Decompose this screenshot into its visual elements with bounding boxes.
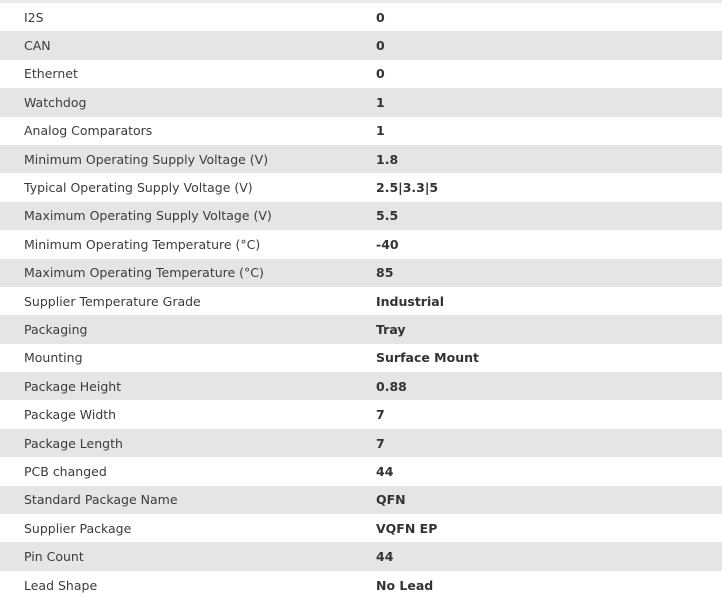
spec-value: 0.88 [376,378,407,394]
spec-label: CAN [24,38,51,54]
spec-value: Tray [376,321,406,337]
spec-label: Watchdog [24,94,87,110]
spec-row-standard-package-name [0,486,722,514]
spec-value: 1.8 [376,151,399,167]
spec-label: Lead Shape [24,577,98,593]
spec-value: VQFN EP [376,520,438,536]
spec-value: 44 [376,463,394,479]
spec-value: 7 [376,407,385,423]
spec-row-i2s [0,3,722,31]
spec-label: Supplier Temperature Grade [24,293,201,309]
spec-row-temperature-grade [0,287,722,315]
spec-row-pin-count [0,542,722,570]
spec-label: Package Width [24,407,117,423]
spec-label: Standard Package Name [24,492,178,508]
spec-value: 7 [376,435,385,451]
spec-row-typ-supply-voltage [0,173,722,201]
spec-row-max-temperature [0,259,722,287]
spec-value: 1 [376,123,385,139]
spec-row-watchdog [0,88,722,116]
spec-label: Package Height [24,378,122,394]
spec-row-packaging [0,315,722,343]
spec-row-lead-shape [0,571,722,599]
spec-row-can [0,31,722,59]
spec-value: QFN [376,492,406,508]
spec-row-supplier-package [0,514,722,542]
spec-label: Pin Count [24,549,84,565]
spec-value: 85 [376,265,394,281]
spec-label: Packaging [24,321,88,337]
spec-value: No Lead [376,577,434,593]
spec-value: 0 [376,38,385,54]
spec-row-package-width [0,400,722,428]
spec-label: Maximum Operating Supply Voltage (V) [24,208,272,224]
spec-value: Industrial [376,293,444,309]
spec-label: Analog Comparators [24,123,153,139]
spec-value: 1 [376,94,385,110]
spec-label: I2S [24,9,44,25]
spec-label: Package Length [24,435,123,451]
spec-row-pcb-changed [0,457,722,485]
spec-row-min-temperature [0,230,722,258]
spec-row-analog-comparators [0,117,722,145]
spec-label: Minimum Operating Temperature (°C) [24,236,261,252]
spec-row-mounting [0,344,722,372]
spec-row-min-supply-voltage [0,145,722,173]
spec-row-package-length [0,429,722,457]
spec-row-ethernet [0,60,722,88]
spec-label: Minimum Operating Supply Voltage (V) [24,151,269,167]
spec-label: PCB changed [24,463,107,479]
spec-label: Supplier Package [24,520,132,536]
spec-label: Maximum Operating Temperature (°C) [24,265,264,281]
spec-value: -40 [376,236,399,252]
spec-value: 2.5|3.3|5 [376,180,439,196]
spec-label: Ethernet [24,66,78,82]
spec-value: 0 [376,9,385,25]
spec-value: Surface Mount [376,350,479,366]
spec-value: 0 [376,66,385,82]
spec-value: 5.5 [376,208,399,224]
spec-row-package-height [0,372,722,400]
spec-value: 44 [376,549,394,565]
spec-row-max-supply-voltage [0,202,722,230]
spec-label: Mounting [24,350,83,366]
spec-label: Typical Operating Supply Voltage (V) [24,180,253,196]
